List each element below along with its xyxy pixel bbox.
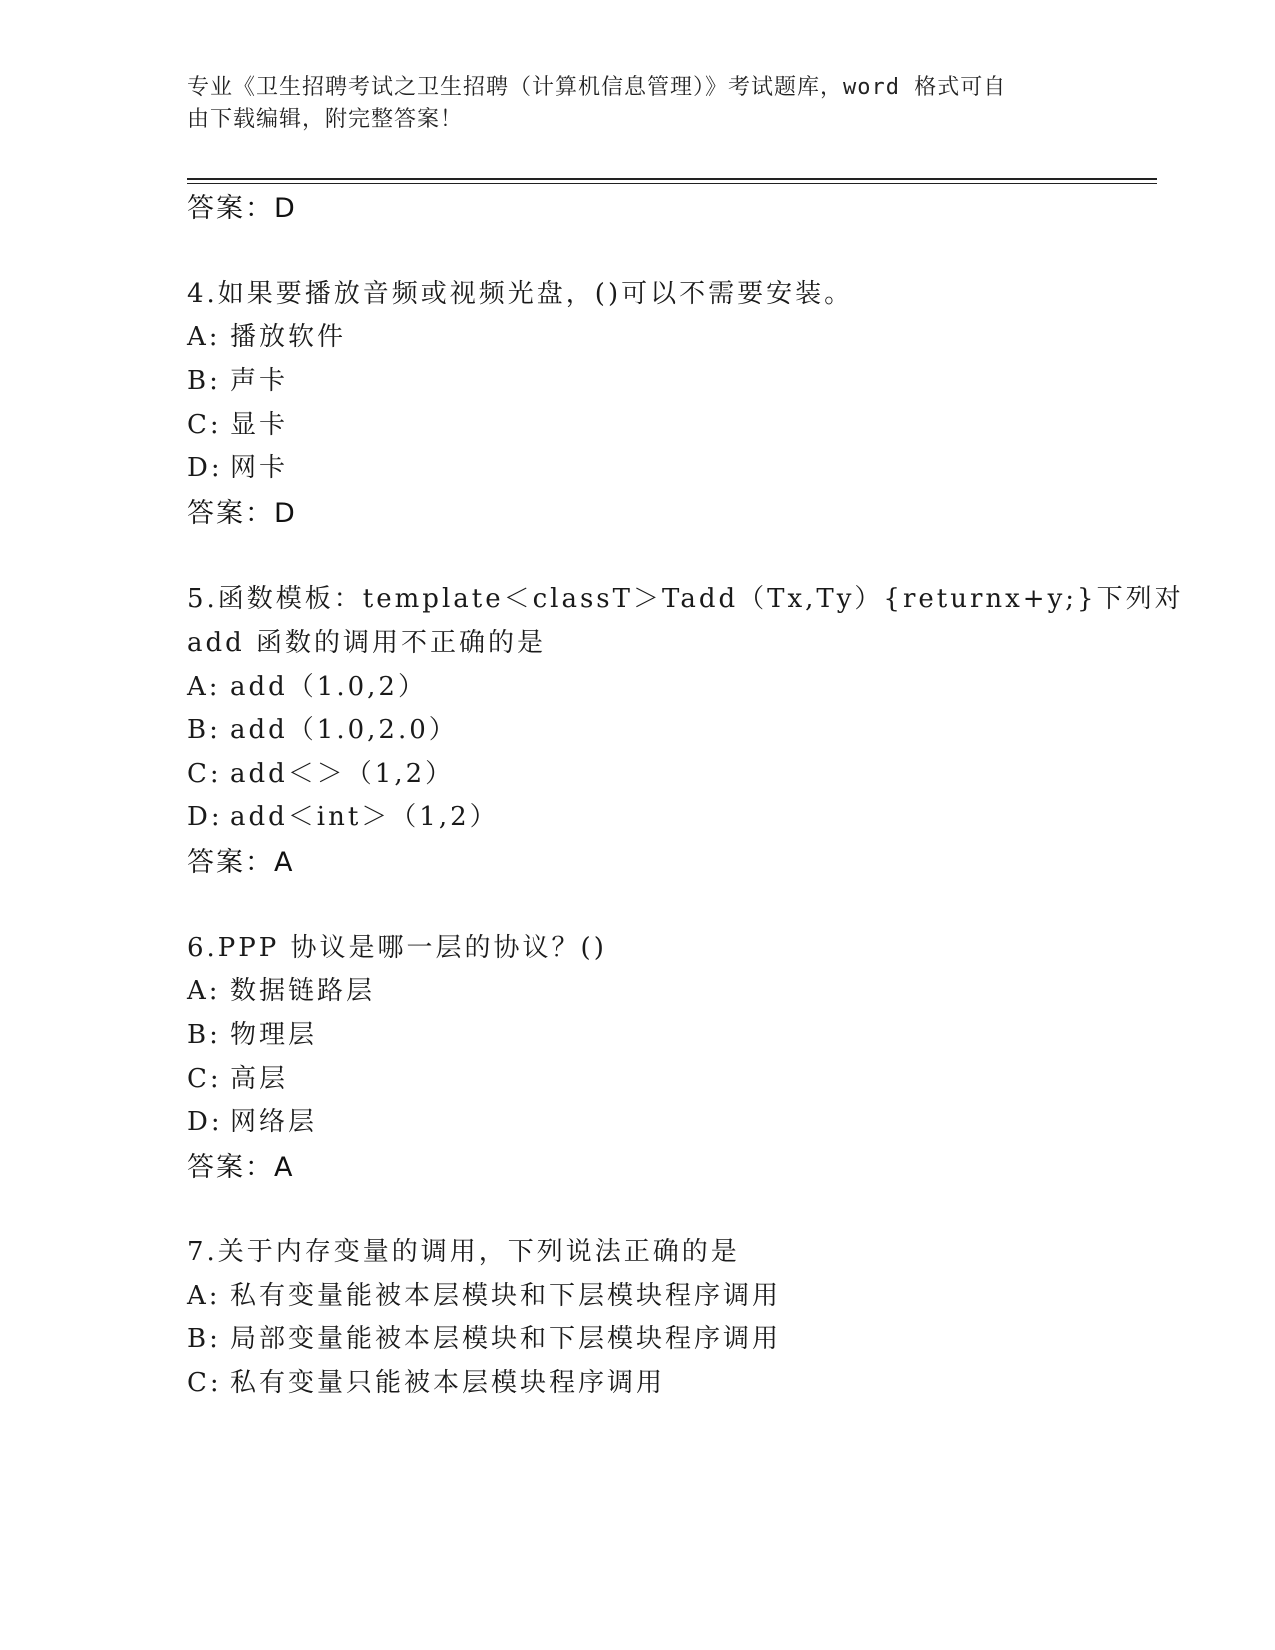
option-label: B: — [187, 1324, 221, 1354]
option-label: C: — [187, 410, 222, 440]
option-text: 局部变量能被本层模块和下层模块程序调用 — [230, 1324, 782, 1354]
option-label: B: — [187, 715, 221, 745]
question-6-option-c — [187, 1058, 288, 1095]
question-6-stem: 6.PPP 协议是哪一层的协议？() — [187, 933, 607, 963]
question-7-option-a — [187, 1275, 781, 1312]
question-4-option-b — [187, 360, 288, 397]
answer-line: 答案：D — [187, 193, 297, 224]
question-6-option-d — [187, 1101, 317, 1138]
option-label: C: — [187, 1368, 222, 1398]
question-7-option-b — [187, 1318, 781, 1355]
question-5-answer: 答案：A — [187, 847, 295, 878]
option-label: A: — [187, 1281, 221, 1311]
option-text: add（1.0,2） — [230, 672, 427, 702]
option-label: D: — [187, 453, 223, 483]
question-5-option-d — [187, 796, 499, 833]
question-5-option-a — [187, 666, 427, 703]
option-label: D: — [187, 1107, 223, 1137]
option-text: 声卡 — [230, 366, 289, 396]
header-divider — [187, 178, 1157, 180]
option-text: 物理层 — [230, 1020, 318, 1050]
header-line-2: 由下载编辑，附完整答案！ — [187, 107, 464, 132]
question-7-stem: 7.关于内存变量的调用，下列说法正确的是 — [187, 1237, 740, 1267]
option-label: C: — [187, 1064, 222, 1094]
option-label: C: — [187, 759, 222, 789]
option-text: 显卡 — [230, 410, 289, 440]
question-5-option-c — [187, 753, 454, 790]
question-4-option-c — [187, 404, 288, 441]
option-label: A: — [187, 976, 221, 1006]
question-7-option-c — [187, 1362, 665, 1399]
option-label: A: — [187, 672, 221, 702]
option-label: A: — [187, 322, 221, 352]
question-4-option-d — [187, 447, 288, 484]
question-6-option-a — [187, 970, 375, 1007]
option-text: add（1.0,2.0） — [230, 715, 458, 745]
question-6-answer: 答案：A — [187, 1152, 295, 1183]
option-label: B: — [187, 1020, 221, 1050]
question-6-option-b — [187, 1014, 317, 1051]
option-text: add＜int＞（1,2） — [230, 802, 499, 832]
option-text: 数据链路层 — [230, 976, 376, 1006]
question-4-stem: 4.如果要播放音频或视频光盘，()可以不需要安装。 — [187, 279, 854, 309]
option-text: 网络层 — [230, 1107, 318, 1137]
header-divider-thin — [187, 183, 1157, 184]
question-5-stem-line-1: 5.函数模板：template＜classT＞Tadd（Tx,Ty）{returnx+y;}下列对 — [187, 584, 1184, 614]
option-text: 网卡 — [230, 453, 289, 483]
option-text: add＜＞（1,2） — [230, 759, 455, 789]
option-text: 私有变量只能被本层模块程序调用 — [230, 1368, 666, 1398]
question-4-answer: 答案：D — [187, 498, 297, 529]
question-5-stem-line-2: add 函数的调用不正确的是 — [187, 628, 547, 658]
header-line-1: 专业《卫生招聘考试之卫生招聘（计算机信息管理）》考试题库，word 格式可自 — [187, 75, 1007, 100]
question-4-option-a — [187, 316, 346, 353]
option-text: 高层 — [230, 1064, 289, 1094]
option-label: D: — [187, 802, 223, 832]
option-text: 私有变量能被本层模块和下层模块程序调用 — [230, 1281, 782, 1311]
question-5-option-b — [187, 709, 458, 746]
option-label: B: — [187, 366, 221, 396]
document-header — [187, 72, 1067, 136]
option-text: 播放软件 — [230, 322, 347, 352]
